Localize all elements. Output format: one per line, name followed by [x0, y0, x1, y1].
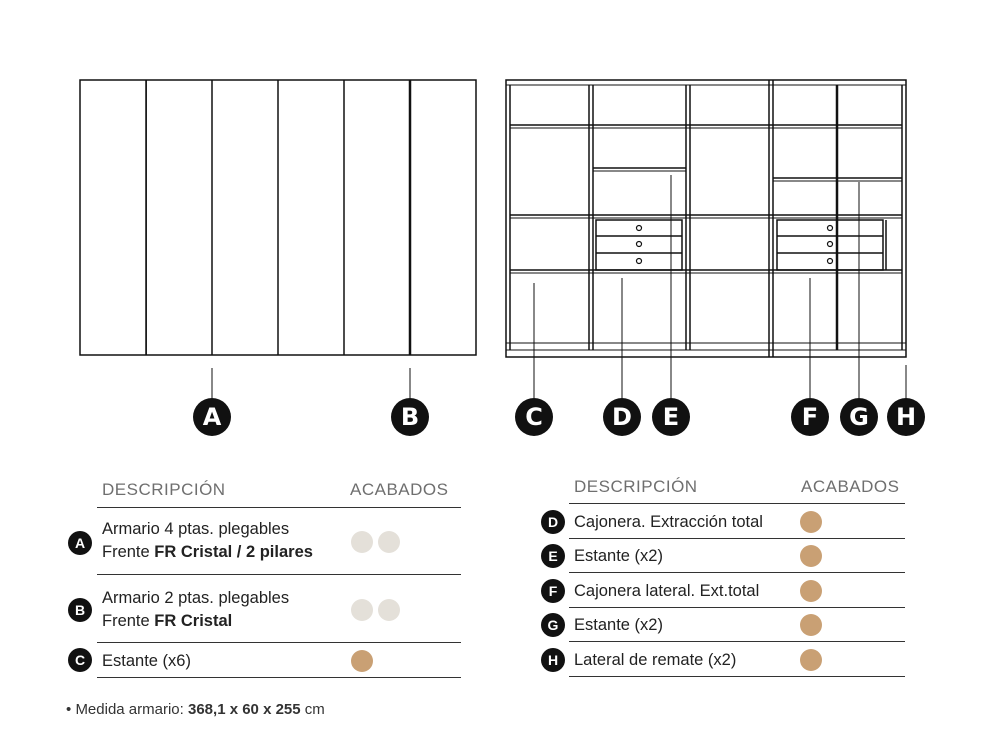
- row-description-h: Lateral de remate (x2): [574, 651, 737, 669]
- row-description-f: Cajonera lateral. Ext.total: [574, 582, 760, 600]
- marker-a: A: [193, 398, 231, 436]
- divider: [569, 607, 905, 608]
- divider: [97, 642, 461, 643]
- line2-bold: FR Cristal: [154, 612, 233, 630]
- finish-swatch: [800, 545, 822, 567]
- marker-b: B: [391, 398, 429, 436]
- marker-d: D: [603, 398, 641, 436]
- marker-f: F: [791, 398, 829, 436]
- finish-swatch: [378, 599, 400, 621]
- right-header-description: DESCRIPCIÓN: [574, 477, 698, 496]
- marker-g: G: [840, 398, 878, 436]
- row-description-c: Estante (x6): [102, 652, 191, 670]
- divider: [97, 574, 461, 575]
- row-description-e: Estante (x2): [574, 547, 663, 565]
- row-description-a: [102, 518, 313, 564]
- row-description-d: Cajonera. Extracción total: [574, 513, 763, 531]
- row-line2: [102, 541, 313, 564]
- dimensions-note: [66, 701, 325, 718]
- line2-bold: FR Cristal / 2 pilares: [154, 543, 313, 561]
- row-description-g: Estante (x2): [574, 616, 663, 634]
- row-line1: Armario 2 ptas. plegables: [102, 589, 290, 607]
- finish-swatch: [800, 511, 822, 533]
- dimensions-unit: cm: [304, 701, 325, 718]
- marker-h: H: [887, 398, 925, 436]
- row-badge-h: H: [541, 648, 565, 672]
- row-badge-f: F: [541, 579, 565, 603]
- divider: [569, 572, 905, 573]
- finish-swatch: [351, 599, 373, 621]
- row-badge-d: D: [541, 510, 565, 534]
- line2-prefix: Frente: [102, 612, 155, 630]
- row-line2: [102, 610, 289, 633]
- row-line1: Armario 4 ptas. plegables: [102, 520, 290, 538]
- interior-elevation: [506, 80, 906, 398]
- front-elevation: [80, 80, 476, 398]
- divider: [569, 538, 905, 539]
- left-header-description: DESCRIPCIÓN: [102, 480, 226, 499]
- line2-prefix: Frente: [102, 543, 155, 561]
- marker-c: C: [515, 398, 553, 436]
- divider: [569, 641, 905, 642]
- divider: [97, 677, 461, 678]
- row-badge-b: B: [68, 598, 92, 622]
- row-badge-e: E: [541, 544, 565, 568]
- divider: [569, 676, 905, 677]
- row-badge-a: A: [68, 531, 92, 555]
- bullet: •: [66, 701, 72, 718]
- finish-swatch: [351, 650, 373, 672]
- finish-swatch: [378, 531, 400, 553]
- marker-e: E: [652, 398, 690, 436]
- finish-swatch: [800, 614, 822, 636]
- row-description-b: [102, 587, 289, 633]
- dimensions-label: Medida armario:: [75, 701, 184, 718]
- finish-swatch: [800, 649, 822, 671]
- divider: [569, 503, 905, 504]
- finish-swatch: [351, 531, 373, 553]
- finish-swatch: [800, 580, 822, 602]
- divider: [97, 507, 461, 508]
- left-header-finishes: ACABADOS: [350, 480, 449, 499]
- row-badge-g: G: [541, 613, 565, 637]
- row-badge-c: C: [68, 648, 92, 672]
- right-header-finishes: ACABADOS: [801, 477, 900, 496]
- dimensions-value: 368,1 x 60 x 255: [188, 701, 301, 718]
